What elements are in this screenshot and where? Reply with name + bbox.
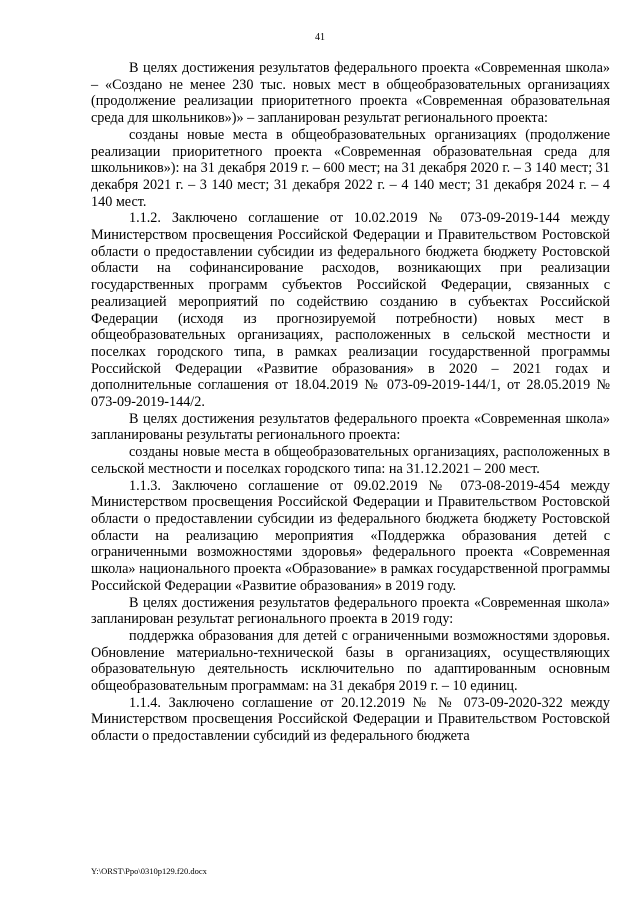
paragraph: созданы новые места в общеобразовательных организациях (продолжение реализации приоритетного проекта «Современная образовательная среда для школьников»): на 31 декабря 2019 г. – 600 мест; на 31 декабря 2020 г. – 3 140 мест; 31 декабря 2021 г. – 3 140 мест; 31 декабря 2022 г. – 4 140 мест; 31 декабря 2024 г. – 4 140 мест. (91, 126, 610, 210)
paragraph: В целях достижения результатов федерального проекта «Современная школа» запланирован результат регионального проекта в 2019 году: (91, 594, 610, 628)
paragraph: 1.1.3. Заключено соглашение от 09.02.2019 № 073-08-2019-454 между Министерством просвещения Российской Федерации и Правительством Ростовской области о предоставлении субсидии из федерального бюджета бюджету Ростовской области на реализацию мероприятия «Поддержка образования детей с ограниченными возможностями здоровья» федерального проекта «Современная школа» национального проекта «Образование» в рамках государственной программы Российской Федерации «Развитие образования» в 2019 году. (91, 477, 610, 594)
paragraph: 1.1.2. Заключено соглашение от 10.02.2019 № 073-09-2019-144 между Министерством просвещения Российской Федерации и Правительством Ростовской области о предоставлении субсидии из федерального бюджета бюджету Ростовской области на софинансирование расходов, возникающих при реализации государственных программ субъектов Российской Федерации, связанных с реализацией мероприятий по содействию созданию в субъектах Российской Федерации (исходя из прогнозируемой потребности) новых мест в общеобразовательных организациях, расположенных в сельской местности и поселках городского типа, в рамках реализации государственной программы Российской Федерации «Развитие образования» в 2020 – 2021 годах и дополнительные соглашения от 18.04.2019 № 073-09-2019-144/1, от 28.05.2019 № 073-09-2019-144/2. (91, 210, 610, 411)
paragraph: поддержка образования для детей с ограниченными возможностями здоровья. Обновление материально-технической базы в организациях, осуществляющих образовательную деятельность исключительно по адаптированным основным общеобразовательным программам: на 31 декабря 2019 г. – 10 единиц. (91, 627, 610, 695)
paragraph: В целях достижения результатов федерального проекта «Современная школа» – «Создано не менее 230 тыс. новых мест в общеобразовательных организациях (продолжение реализации приоритетного проекта «Современная образовательная среда для школьников»)» – запланирован результат регионального проекта: (91, 60, 610, 127)
paragraph: созданы новые места в общеобразовательных организациях, расположенных в сельской местности и поселках городского типа: на 31.12.2021 – 200 мест. (91, 444, 610, 477)
file-path-footer: Y:\ORST\Ppo\0310p129.f20.docx (91, 866, 207, 876)
page-number: 41 (315, 32, 325, 43)
document-body (91, 60, 610, 745)
paragraph: 1.1.4. Заключено соглашение от 20.12.2019 № № 073-09-2020-322 между Министерством просвещения Российской Федерации и Правительством Ростовской области о предоставлении субсидий из федерального бюджета (91, 694, 610, 745)
paragraph: В целях достижения результатов федерального проекта «Современная школа» запланированы результаты регионального проекта: (91, 410, 610, 444)
